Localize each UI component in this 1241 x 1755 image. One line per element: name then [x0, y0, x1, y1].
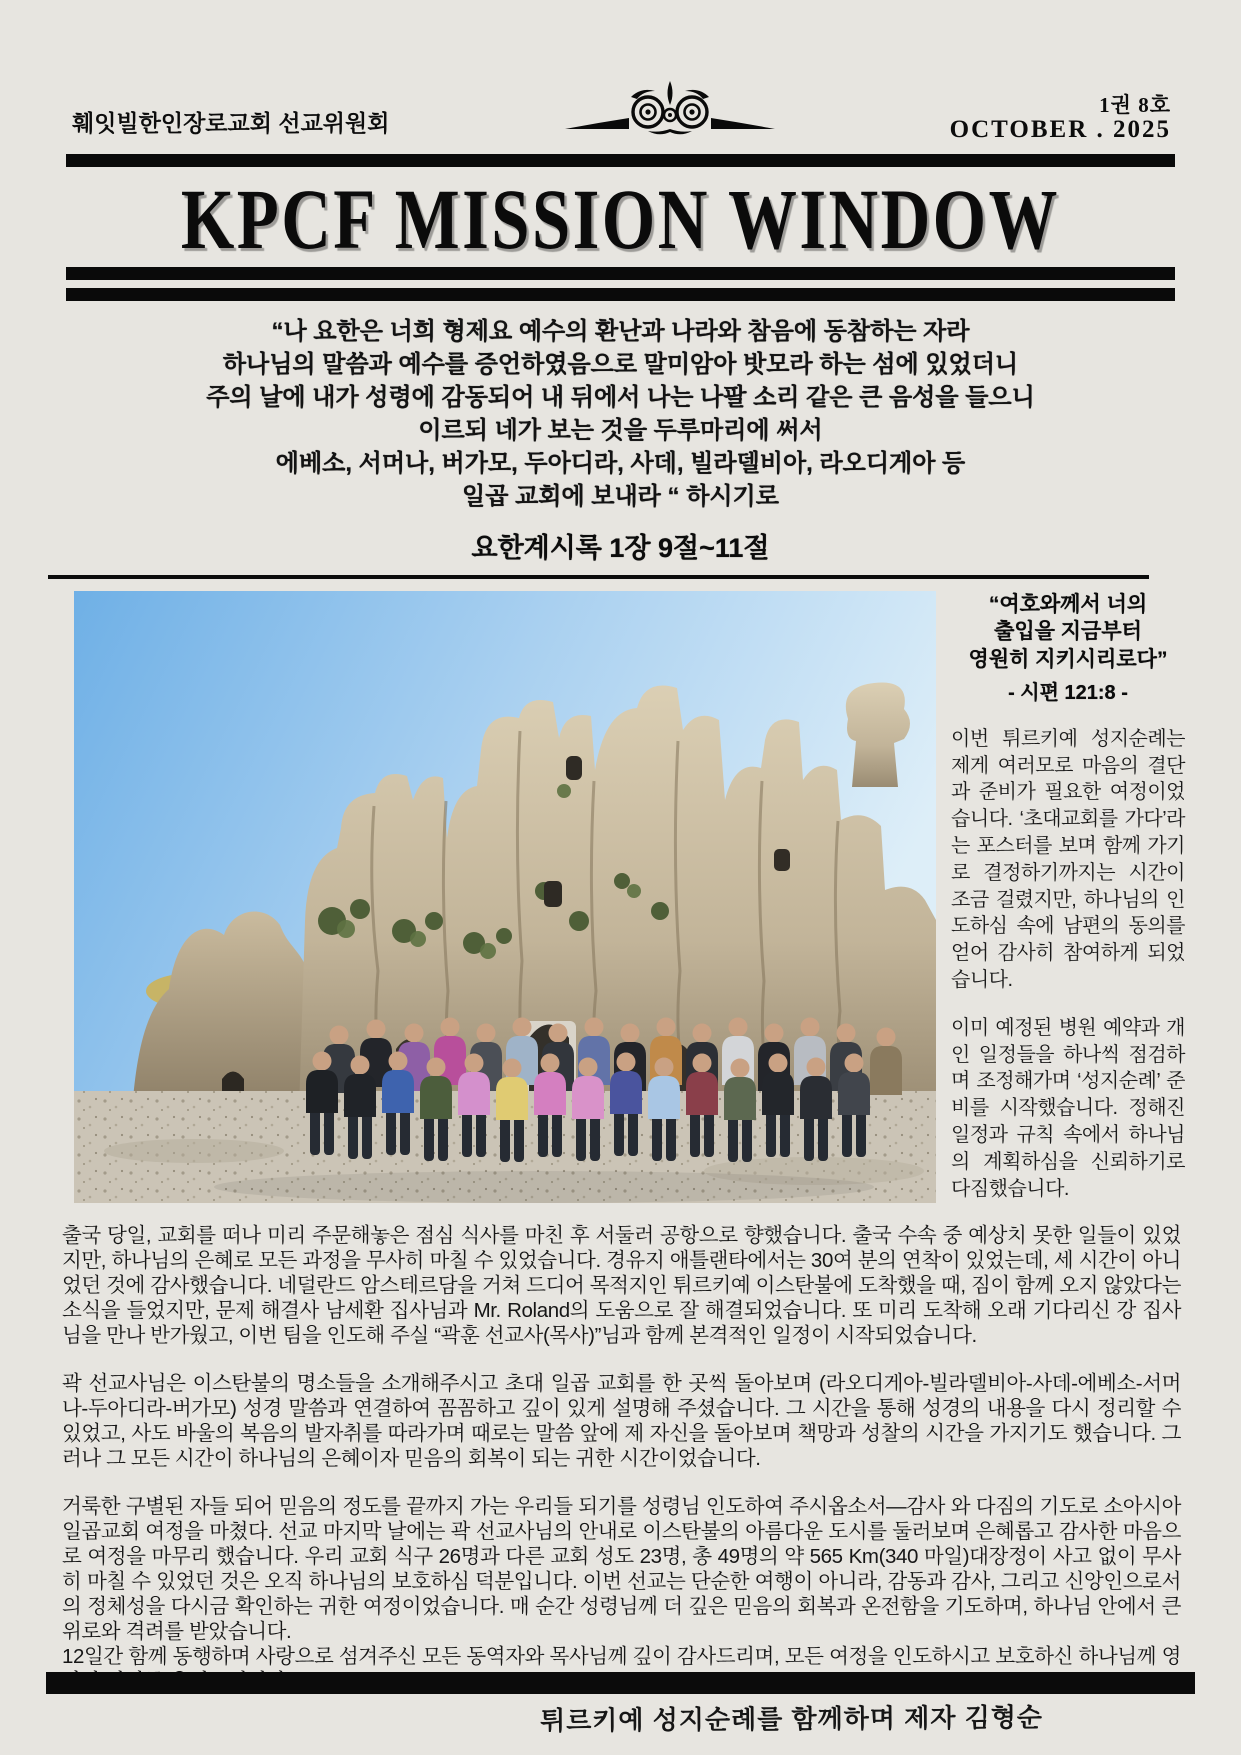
sidebar-paragraph: 이미 예정된 병원 예약과 개인 일정들을 하나씩 점검하며 조정해가며 ‘성지순례’ 준비를 시작했습니다. 정해진 일정과 규칙 속에서 하나님의 계획하심을 신뢰하기로 다짐했습니다. — [951, 1016, 1185, 1200]
scripture-reference: 요한계시록 1장 9절~11절 — [471, 533, 770, 563]
divider-rule-under-title-1 — [66, 267, 1175, 280]
issue-block — [950, 95, 1171, 142]
body-paragraph: 출국 당일, 교회를 떠나 미리 주문해놓은 점심 식사를 마친 후 서둘러 공항으로 향했습니다. 출국 수속 중 예상치 못한 일들이 있었지만, 하나님의 은혜로 모든 과정을 무사히 마칠 수 있었습니다. 경유지 애틀랜타에서는 30여 분의 연착이 있었는데, 세 시간이 아니었던 것에 감사했습니다. 네덜란드 암스테르담을 거쳐 드디어 목적지인 튀르키예 이스탄불에 도착했을 때, 짐이 함께 오지 않았다는 소식을 들었지만, 문제 해결사 남세환 집사님과 Mr. Roland의 도움으로 잘 해결되었습니다. 또 미리 도착해 오래 기다리신 강 집사님을 만나 반가웠고, 이번 팀을 인도해 주실 “곽훈 선교사(목사)”님과 함께 본격적인 일정이 시작되었습니다. — [62, 1224, 1181, 1347]
scripture-line: “나 요한은 너희 형제요 예수의 환난과 나라와 참음에 동참하는 자라 — [271, 318, 970, 345]
article-body — [0, 1203, 1241, 1736]
scripture-line: 이르되 네가 보는 것을 두루마리에 써서 — [418, 417, 823, 444]
masthead — [0, 0, 1241, 142]
mission-group-photo — [74, 591, 936, 1203]
sidebar-verse-line: 영원히 지키시리로다” — [968, 647, 1168, 671]
scripture-line: 하나님의 말씀과 예수를 증언하였음으로 말미암아 밧모라 하는 섬에 있었더니 — [222, 351, 1019, 378]
sidebar-verse-line: “여호와께서 너의 — [988, 593, 1148, 616]
body-paragraph: 곽 선교사님은 이스탄불의 명소들을 소개해주시고 초대 일곱 교회를 한 곳씩 돌아보며 (라오디게아-빌라델비아-사데-에베소-서머나-두아디라-버가모) 성경 말씀과 연결하여 꼼꼼하고 깊이 있게 설명해 주셨습니다. 그 시간을 통해 성경의 내용을 다시 정리할 수 있었고, 사도 바울의 복음의 발자취를 따라가며 때로는 말씀 앞에 제 자신을 돌아보며 책망과 성찰의 시간을 가지기도 했습니다. 그러나 그 모든 시간이 하나님의 은혜이자 믿음의 회복이 되는 귀한 시간이었습니다. — [62, 1372, 1181, 1470]
issue-number: 1권 8호 — [1099, 93, 1171, 118]
newsletter-title: KPCF MISSION WINDOW — [181, 171, 1060, 267]
scripture-line: 일곱 교회에 보내라 “ 하시기로 — [462, 483, 779, 510]
issue-date: OCTOBER . 2025 — [949, 115, 1171, 143]
scripture-quote — [0, 315, 1241, 513]
divider-rule-bottom — [46, 1672, 1195, 1694]
sidebar-verse-line: 출입을 지금부터 — [994, 620, 1142, 644]
sidebar-verse-reference: - 시편 121:8 - — [1008, 681, 1128, 704]
author-signature: 튀르키예 성지순례를 함께하며 제자 김형순 — [539, 1702, 1044, 1736]
masthead-org: 훼잇빌한인장로교회 선교위원회 — [72, 110, 390, 136]
sidebar-paragraph: 이번 튀르키예 성지순례는 제게 여러모로 마음의 결단과 준비가 필요한 여정이었습니다. ‘초대교회를 가다’라는 포스터를 보며 함께 가기로 결정하기까지는 시간이 조금 걸렸지만, 하나님의 인도하심 속에 남편의 동의를 얻어 감사히 참여하게 되었습니다. — [951, 727, 1185, 992]
body-paragraph: 12일간 함께 동행하며 사랑으로 섬겨주신 모든 동역자와 목사님께 깊이 감사드리며, 모든 여정을 인도하시고 보호하신 하나님께 영 — [62, 1645, 1181, 1668]
sidebar-column — [951, 591, 1185, 1203]
divider-rule-top — [66, 154, 1175, 167]
masthead-ornament-icon — [563, 79, 777, 142]
scripture-line: 주의 날에 내가 성령에 감동되어 내 뒤에서 나는 나팔 소리 같은 큰 음성을 들으니 — [206, 384, 1035, 411]
divider-rule-under-title-2 — [66, 288, 1175, 301]
body-paragraph: 거룩한 구별된 자들 되어 믿음의 정도를 끝까지 가는 우리들 되기를 성령님 인도하여 주시옵소서—감사 와 다짐의 기도로 소아시아 일곱교회 여정을 마쳤다. 선교 마지막 날에는 곽 선교사님의 안내로 이스탄불의 아름다운 도시를 둘러보며 은혜롭고 감사한 마음으로 여정을 마무리 했습니다. 우리 교회 식구 26명과 다른 교회 성도 23명, 총 49명의 약 565 Km(340 마일)대장정이 사고 없이 무사히 마칠 수 있었던 것은 오직 하나님의 보호하심 덕분입니다. 이번 선교는 단순한 여행이 아니라, 감동과 감사, 그리고 신앙인으로서의 정체성을 다시금 확인하는 귀한 여정이었습니다. 매 순간 성령님께 더 깊은 믿음의 회복과 온전함을 기도하며, 하나님 안에서 큰 위로와 격려를 받았습니다. — [62, 1495, 1181, 1643]
scripture-line: 에베소, 서머나, 버가모, 두아디라, 사데, 빌라델비아, 라오디게아 등 — [275, 450, 966, 477]
